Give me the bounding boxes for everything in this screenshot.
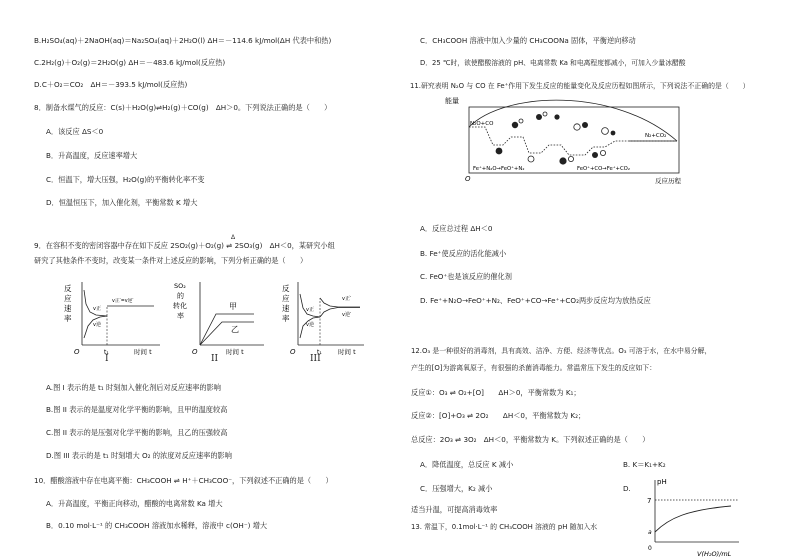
q12-option-b: B. K＝K₁+K₂ xyxy=(623,460,666,469)
q9-stem-line2: 研究了其他条件不变时，改变某一条件对上述反应的影响，下列分析正确的是（ ） xyxy=(34,256,308,265)
g1-v-reverse-label: v逆 xyxy=(93,322,101,328)
g2-origin: O xyxy=(192,348,198,356)
q12-reaction-2: 反应②：[O]+O₃ ⇌ 2O₂ ΔH＜0，平衡常数为 K₂； xyxy=(411,411,586,420)
molecule-icon xyxy=(568,156,573,161)
molecule-icon xyxy=(602,128,609,135)
ph-a-label: a xyxy=(648,529,652,536)
ph-curve xyxy=(655,506,731,532)
diagram-frame xyxy=(469,107,679,173)
g2-xlabel: 时间 t xyxy=(226,348,244,356)
q13-ph-graph xyxy=(635,474,745,558)
g3-ylabel-0: 反 xyxy=(282,284,290,293)
q11-option-a: A．反应总过程 ΔH＜0 xyxy=(420,224,493,233)
q8-option-c: C．恒温下，增大压强，H₂O(g)的平衡转化率不变 xyxy=(46,175,205,184)
molecule-icon xyxy=(496,148,503,155)
g3-ylabel-2: 速 xyxy=(282,304,290,313)
molecule-icon xyxy=(611,131,616,136)
molecule-icon xyxy=(574,124,580,130)
g3-v-forward-prime: v正′ xyxy=(342,296,352,302)
g1-ylabel-2: 速 xyxy=(64,304,72,313)
q12-option-c: C．压强增大，K₂ 减小 xyxy=(420,484,493,493)
q8-stem: 8．制备水煤气的反应：C(s)＋H₂O(g)⇌H₂(g)＋CO(g) ΔH＞0。下列说法正确的是（ ） xyxy=(34,103,332,112)
molecule-icon xyxy=(559,157,566,164)
q12-reaction-1: 反应①：O₃ ⇌ O₂+[O] ΔH＞0，平衡常数为 K₁； xyxy=(411,388,581,397)
g1-ylabel-0: 反 xyxy=(64,284,72,293)
g3-ylabel-3: 率 xyxy=(282,314,290,323)
q9-option-a: A.图 I 表示的是 t₁ 时刻加入催化剂后对反应速率的影响 xyxy=(46,383,221,392)
g2-curve-yi xyxy=(200,322,254,345)
g2-ylabel-3: 率 xyxy=(177,312,184,320)
q8-option-b: B．升高温度，反应速率增大 xyxy=(46,151,138,160)
g3-v-reverse-prime: v逆′ xyxy=(342,312,352,318)
right-column xyxy=(397,0,794,560)
g2-curve-jia-label: 甲 xyxy=(229,302,237,311)
g3-xlabel: 时间 t xyxy=(338,348,356,356)
g1-forward-curve xyxy=(84,290,107,316)
q11-option-c: C. FeO⁺也是该反应的催化剂 xyxy=(420,272,512,281)
diagram-step2: FeO⁺+CO→Fe⁺+CO₂ xyxy=(577,166,630,172)
q12-stem-line1: 12.O₃ 是一种很好的消毒剂，具有高效、洁净、方便、经济等优点。O₃ 可溶于水，在水中易分解， xyxy=(411,347,712,355)
diagram-right-label: N₂+CO₂ xyxy=(645,133,667,139)
q10-option-c: C．CH₃COOH 溶液中加入少量的 CH₃COONa 固体，平衡逆向移动 xyxy=(420,36,636,45)
q11-energy-diagram xyxy=(445,97,705,185)
q9-graph-2 xyxy=(172,278,268,360)
q8-option-d: D．恒温恒压下，加入催化剂，平衡常数 K 增大 xyxy=(46,198,198,207)
g3-forward-after xyxy=(320,298,360,307)
q10-option-a: A．升高温度，平衡正向移动，醋酸的电离常数 Ka 增大 xyxy=(46,499,223,508)
g2-ylabel-2: 转化 xyxy=(173,302,187,310)
q11-stem: 11.研究表明 N₂O 与 CO 在 Fe⁺作用下发生反应的能量变化及反应历程如图所示，下列说法不正确的是（ ） xyxy=(410,82,750,90)
q9-stem-line1: 9．在容积不变的密闭容器中存在如下反应 2SO₂(g)＋O₂(g) ⇌ 2SO₃(g) ΔH＜0，某研究小组 xyxy=(34,241,335,250)
q9-option-c: C.图 II 表示的是压强对化学平衡的影响，且乙的压强较高 xyxy=(46,428,228,437)
molecule-icon xyxy=(600,150,605,155)
q11-option-d: D. Fe⁺+N₂O→FeO⁺+N₂、FeO⁺+CO→Fe⁺+CO₂两步反应均为放热反应 xyxy=(420,296,651,305)
q7-option-c: C.2H₂(g)＋O₂(g)＝2H₂O(g) ΔH＝－483.6 kJ/mol(反应热) xyxy=(34,58,226,67)
molecule-icon xyxy=(582,122,588,128)
q10-stem: 10．醋酸溶液中存在电离平衡：CH₃COOH ⇌ H⁺＋CH₃COO⁻，下列叙述不正确的是（ ） xyxy=(34,476,333,485)
q9-option-d: D.图 III 表示的是 t₁ 时刻增大 O₂ 的浓度对反应速率的影响 xyxy=(46,451,232,460)
g3-forward-curve xyxy=(300,294,320,317)
g1-roman-label: I xyxy=(105,354,109,364)
molecule-icons xyxy=(496,112,616,165)
q10-option-d: D．25 ℃时，欲使醋酸溶液的 pH、电离常数 Ka 和电离程度都减小，可加入少量冰醋酸 xyxy=(420,59,686,67)
q12-stem-line2: 产生的[O]为游离氧原子，有很强的杀菌消毒能力。常温常压下发生的反应如下： xyxy=(411,364,657,372)
g3-t1: t₁ xyxy=(317,349,322,356)
g3-ylabel-1: 应 xyxy=(282,294,290,303)
molecule-icon xyxy=(536,114,542,120)
molecule-icon xyxy=(528,156,534,162)
diagram-ylabel: 能量 xyxy=(445,97,459,105)
g3-roman-label: III xyxy=(310,354,321,364)
q13-stem: 13. 常温下，0.1mol·L⁻¹ 的 CH₃COOH 溶液的 pH 随加入水 xyxy=(411,523,598,531)
ph-xlabel: V(H₂O)/mL xyxy=(697,550,732,558)
g2-ylabel-0: SO₂ xyxy=(174,282,186,290)
diagram-step1: Fe⁺+N₂O→FeO⁺+N₂ xyxy=(473,166,525,172)
diagram-left-label: N₂O+CO xyxy=(470,121,494,127)
q7-option-b: B.H₂SO₄(aq)＋2NaOH(aq)＝Na₂SO₄(aq)＋2H₂O(l) ΔH＝－114.6 kJ/mol(ΔH 代表中和热) xyxy=(34,36,332,45)
molecule-icon xyxy=(512,122,518,128)
g1-xlabel: 时间 t xyxy=(134,348,152,356)
q9-option-b: B.图 II 表示的是温度对化学平衡的影响，且甲的温度较高 xyxy=(46,405,228,414)
g1-ylabel-3: 率 xyxy=(64,314,72,323)
g1-origin: O xyxy=(74,348,80,356)
g1-t1: t₁ xyxy=(104,349,109,356)
q10-option-b: B．0.10 mol·L⁻¹ 的 CH₃COOH 溶液加水稀释，溶液中 c(OH⁻) 增大 xyxy=(46,521,268,530)
g1-v-prime-label: v正′=v逆′ xyxy=(112,299,134,304)
g2-ylabel-1: 的 xyxy=(177,292,184,300)
g3-reverse-after xyxy=(320,308,360,318)
q9-arrow-label: Δ xyxy=(231,234,236,241)
g3-v-reverse: v逆 xyxy=(306,322,314,328)
ph-origin: 0 xyxy=(648,545,652,552)
g1-ylabel-1: 应 xyxy=(64,294,72,303)
q12-option-a: A．降低温度，总反应 K 减小 xyxy=(420,460,514,469)
diagram-origin: O xyxy=(465,175,471,183)
q9-graph-1 xyxy=(50,278,162,360)
g2-curve-jia xyxy=(200,314,254,345)
g1-v-forward-label: v正 xyxy=(93,306,101,312)
ph-7-label: 7 xyxy=(647,497,652,505)
g2-roman-label: II xyxy=(211,354,219,364)
q12-option-d: D. xyxy=(623,484,631,493)
g3-origin: O xyxy=(290,348,296,356)
diagram-xlabel: 反应历程 xyxy=(655,177,681,185)
q9-graph-3 xyxy=(272,278,368,360)
q11-option-b: B. Fe⁺使反应的活化能减小 xyxy=(420,249,507,258)
ph-ylabel: pH xyxy=(657,478,667,486)
q12-total-reaction: 总反应：2O₃ ⇌ 3O₂ ΔH＜0，平衡常数为 K。下列叙述正确的是（ ） xyxy=(411,435,650,444)
molecule-icon xyxy=(543,112,547,116)
q8-option-a: A．该反应 ΔS＜0 xyxy=(46,127,104,136)
molecule-icon xyxy=(519,119,523,123)
g2-curve-yi-label: 乙 xyxy=(231,325,239,334)
q7-option-d: D.C＋O₂＝CO₂ ΔH＝－393.5 kJ/mol(反应热) xyxy=(34,80,188,89)
molecule-icon xyxy=(554,114,559,119)
molecule-icon xyxy=(592,152,598,158)
q12-option-d-text: 适当升温，可提高消毒效率 xyxy=(411,505,498,514)
g3-v-forward: v正 xyxy=(306,307,314,313)
